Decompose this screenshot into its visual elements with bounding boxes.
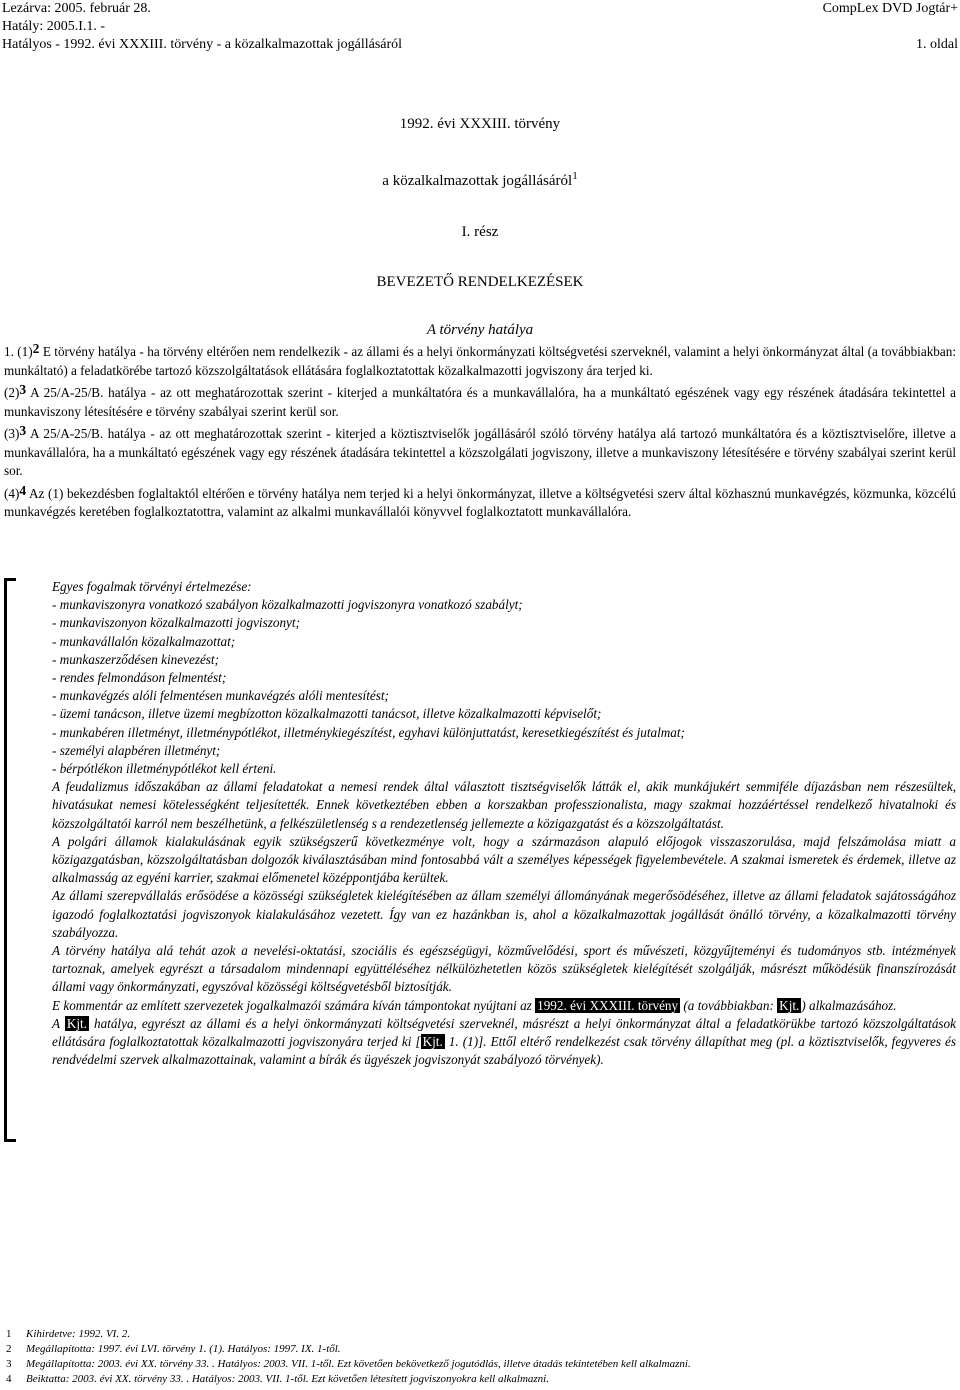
law-link[interactable]: 1992. évi XXXIII. törvény: [537, 997, 679, 1013]
definition-item: - üzemi tanácson, illetve üzemi megbízotton közalkalmazotti tanácsot, illetve közalkalmazotti képviselőt;: [52, 706, 602, 722]
kjt-link[interactable]: Kjt.: [422, 1034, 443, 1050]
footnote-number: 2: [6, 1343, 12, 1355]
paragraph-1: [4, 343, 956, 380]
commentary-bracket-bottom: [4, 1139, 16, 1142]
footnote-text: Megállapította: 2003. évi XX. törvény 33. . Hatályos: 2003. VII. 1-től. Ezt követően bekövetkező jogutódlás, illetve átadás tekintetében kell alkalmazni.: [26, 1358, 691, 1370]
kjt-scope-text-mid: hatálya, egyrészt az állami és a helyi önkormányzati költségvetési szerveknél, másrészt a helyi önkormányzat által a feladatkörükbe tartozó közszolgáltatások ellátására foglalkoztatottak közalkalmazotti jogviszonyára terjed ki [: [52, 1015, 956, 1050]
law-subject: [0, 170, 960, 190]
commentary-bracket-top: [4, 578, 16, 581]
footnote: [6, 1342, 956, 1357]
definition-item: - rendes felmondáson felmentést;: [52, 670, 227, 686]
footnote-number: 3: [6, 1358, 12, 1370]
footnote: [6, 1327, 956, 1342]
footnote-text: Megállapította: 1997. évi LVI. törvény 1. (1). Hatályos: 1997. IX. 1-től.: [26, 1343, 341, 1355]
definition-item: - személyi alapbéren illetményt;: [52, 742, 221, 758]
paragraph-4-text: Az (1) bekezdésben foglaltaktól eltérően e törvény hatálya nem terjed ki a helyi önkormányzat, illetve a költségvetési szerv által közhasznú munkavégzés, közmunka, közcélú munkavégzés keretében foglalkoztatottra, valamint az alkalmi munkavállalói könyvvel foglalkoztatott munkavállalóra.: [4, 485, 956, 519]
paragraph-4-number: (4): [4, 485, 20, 501]
definition-item: - munkaszerződésen kinevezést;: [52, 651, 219, 667]
paragraph-1-number: 1. (1): [4, 344, 33, 359]
footnote: [6, 1372, 956, 1387]
footnote-number: 1: [6, 1328, 12, 1340]
commentary-paragraph-purpose: [52, 997, 956, 1015]
footnote-text: Beiktatta: 2003. évi XX. törvény 33. . Hatályos: 2003. VII. 1-től. Ezt követően létesített jogviszonyokra kell alkalmazni.: [26, 1373, 549, 1385]
purpose-text-mid: (a továbbiakban:: [680, 997, 778, 1013]
kjt-link[interactable]: Kjt.: [66, 1015, 87, 1031]
paragraph-2: [4, 384, 956, 421]
paragraph-4: [4, 482, 956, 522]
paragraph-3: [4, 425, 956, 481]
footnote: [6, 1357, 956, 1372]
commentary-paragraph-scope: A törvény hatálya alá tehát azok a nevelési-oktatási, szociális és egészségügyi, közművelődési, sport és művészeti, közgyűjteményi és tudományos stb. intézmények tartoznak, amelyek egyrészt a társadalom mindennapi együttéléséhez nélkülözhetetlen közös szükségletek kielégítését szolgálják, másrészt működésük finanszírozását állami vagy önkormányzati, egyszóval közösségi költségvetésből biztosítják.: [52, 943, 956, 995]
definition-item: - munkaviszonyon közalkalmazotti jogviszonyt;: [52, 615, 300, 631]
paragraph-2-text: A 25/A-25/B. hatálya - az ott meghatározottak szerint - kiterjed a munkáltatóra és a munkavállalóra, ha a munkáltató egészének vagy egy részének átadására tekintettel a munkaviszony létesítésére e törvény szabályai szerint kerül sor.: [4, 385, 956, 419]
law-subject-text: a közalkalmazottak jogállásáról: [382, 173, 573, 189]
paragraph-2-number: (2): [4, 385, 20, 400]
purpose-text-end: ) alkalmazásához.: [801, 997, 897, 1013]
commentary-block: [4, 578, 956, 1142]
footnote-number: 4: [6, 1373, 12, 1385]
paragraph-1-text: E törvény hatálya - ha törvény eltérően nem rendelkezik - az állami és a helyi önkormányzati költségvetési szerveknél, valamint a helyi önkormányzat által (a továbbiakban: munkáltató) a feladatkörébe tartozó közszolgáltatások ellátására foglalkoztatottak közalkalmazotti jogviszony ára terjed ki.: [4, 344, 956, 378]
footnote-ref-3b[interactable]: 3: [19, 423, 27, 438]
closing-date: Lezárva: 2005. február 28.: [2, 1, 151, 16]
kjt-scope-text-start: A: [52, 1015, 65, 1031]
commentary-paragraph-state: Az állami szerepvállalás erősödése a közösségi szükségletek kielégítésében az állam személyi állományának megerősödéséhez, illetve az állami feladatok sajátosságához igazodó foglalkoztatási jogviszonyok kialakulásához vezetett. Így van ez hazánkban is, ahol a közalkalmazottak jogállását önálló törvény, a közalkalmazotti törvény szabályozza.: [52, 888, 956, 940]
footnote-text: Kihirdetve: 1992. VI. 2.: [26, 1328, 131, 1340]
paragraph-3-text: A 25/A-25/B. hatálya - az ott meghatározottak szerint - kiterjed a köztisztviselők jogállásáról szóló törvény hatálya alá tartozó munkáltatóra és a köztisztviselőre, illetve a munkavállalóra, ha a munkáltató egészének vagy egy részének átadására tekintettel a közszolgálati jogviszony, illetve a munkaviszony létesítésére e törvény szabályai szerint kerül sor.: [4, 426, 956, 478]
commentary-paragraph-feudal: A feudalizmus időszakában az állami feladatokat a nemesi rendek által választott tisztségviselők látták el, akik munkájukért semmiféle díjazásban nem részesültek, hivatásukat nemesi kötelességként teljesítették. Ennek következtében ebben a korszakban professzionalista, magy szakmai hozzáértéssel rendelkező hivatalnoki és közszolgáltatói karról nem beszélhetünk, a felkészületlenség s a rendezetlenség jellemezte a közigazgatást és a közszolgáltatást.: [52, 779, 956, 831]
section-title: A törvény hatálya: [426, 322, 534, 338]
part-title: I. rész: [461, 224, 499, 240]
definition-item: - munkaviszonyra vonatkozó szabályon közalkalmazotti jogviszonyra vonatkozó szabályt;: [52, 597, 523, 613]
paragraph-3-number: (3): [4, 426, 20, 441]
law-title: 1992. évi XXXIII. törvény: [399, 116, 561, 132]
footnotes: [6, 1327, 956, 1387]
footnote-ref-4[interactable]: 4: [19, 482, 27, 498]
commentary-paragraph-kjt-scope: [52, 1015, 956, 1070]
purpose-text-start: E kommentár az említett szervezetek jogalkalmazói számára kíván támpontokat nyújtani az: [52, 997, 536, 1013]
definition-item: - munkavállalón közalkalmazottat;: [52, 633, 236, 649]
commentary-paragraph-bourgeois: A polgári államok kialakulásának egyik szükségszerű következménye volt, hogy a származáson alapuló előjogok visszaszorulása, majd felszámolása miatt a közigazgatásban, közszolgáltatásban dolgozók kiválasztásában mind fontosabbá vált a személyes képességek figyelembevétele. A szakmai ismeretek és érdemek, illetve az alkalmasság az egyéni karrier, szakmai előmenetel középpontjába kerültek.: [52, 833, 956, 886]
footnote-ref-3[interactable]: 3: [19, 382, 27, 397]
brand-name: CompLex DVD Jogtár+: [822, 1, 958, 16]
document-reference: Hatályos - 1992. évi XXXIII. törvény - a közalkalmazottak jogállásáról: [2, 37, 403, 52]
definition-item: - bérpótlékon illetménypótlékot kell érteni.: [52, 761, 277, 777]
page-number: 1. oldal: [916, 37, 958, 52]
definitions-heading: Egyes fogalmak törvényi értelmezése:: [52, 579, 252, 594]
footnote-ref-1[interactable]: 1: [572, 170, 578, 182]
law-body: [4, 343, 956, 526]
kjt-link[interactable]: Kjt.: [779, 997, 800, 1013]
definition-item: - munkabéren illetményt, illetménypótlékot, illetménykiegészítést, egyhavi különjuttatást, keresetkiegészítést és jutalmat;: [52, 724, 685, 740]
definition-item: - munkavégzés alóli felmentésen munkavégzés alóli mentesítést;: [52, 688, 389, 704]
kjt-scope-text-end: 1. (1)]. Ettől eltérő rendelkezést csak törvény állapíthat meg (pl. a köztisztviselők, fegyveres és rendvédelmi szervek alkalmazottainak, valamint a bírák és ügyészek jogviszonyát szabályozó törvények).: [52, 1034, 956, 1068]
chapter-title: BEVEZETŐ RENDELKEZÉSEK: [376, 274, 584, 290]
footnote-ref-2[interactable]: 2: [32, 341, 40, 356]
page-header: [0, 0, 960, 54]
effective-date: Hatály: 2005.I.1. -: [2, 19, 106, 34]
